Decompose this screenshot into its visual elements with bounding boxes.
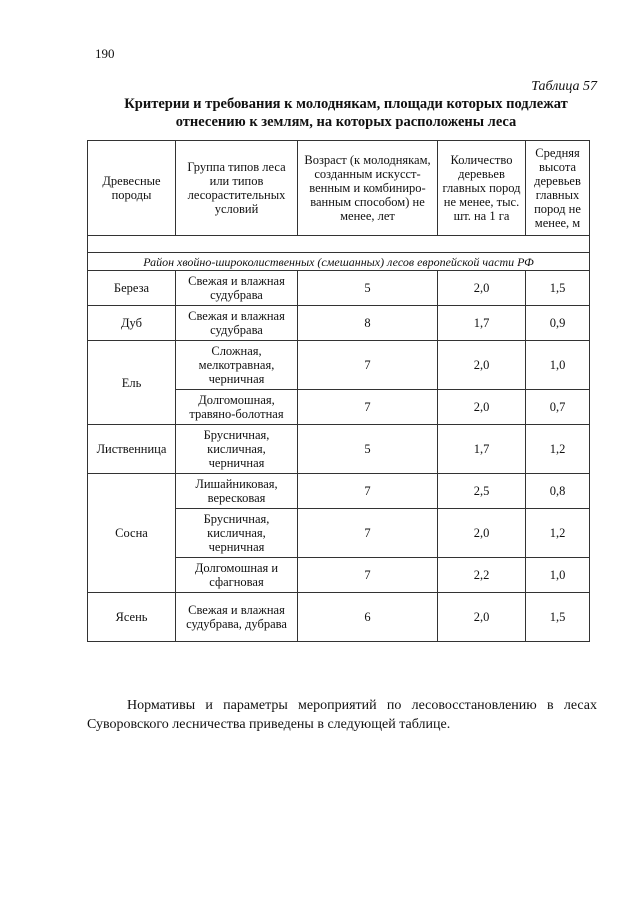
count-cell: 2,5 [438,474,526,509]
height-cell: 1,2 [526,425,590,474]
forest-type-cell: Свежая и влажная судубрава [176,306,298,341]
age-cell: 8 [298,306,438,341]
forest-type-cell: Брусничная, кисличная, черничная [176,425,298,474]
spacer-row [88,236,590,253]
height-cell: 0,8 [526,474,590,509]
header-mean-height: Средняя высота деревьев главных пород не менее, м [526,141,590,236]
species-cell: Лиственница [88,425,176,474]
height-cell: 0,7 [526,390,590,425]
height-cell: 0,9 [526,306,590,341]
species-cell: Ель [88,341,176,425]
age-cell: 7 [298,509,438,558]
species-cell: Береза [88,271,176,306]
region-cell: Район хвойно-широколиственных (смешанных) лесов европейской части РФ [88,253,590,271]
count-cell: 2,0 [438,509,526,558]
body-paragraph: Нормативы и параметры мероприятий по лесовосстановлению в лесах Суворовского лесничества приведены в следующей таблице. [87,698,597,732]
height-cell: 1,5 [526,593,590,642]
table-title [95,95,597,131]
count-cell: 2,0 [438,390,526,425]
page-number: 190 [95,46,115,61]
header-forest-type: Группа типов леса или типов лесорастительных условий [176,141,298,236]
forest-type-cell: Долгомошная, травяно-болотная [176,390,298,425]
species-cell: Сосна [88,474,176,593]
age-cell: 7 [298,474,438,509]
region-row [88,253,590,271]
table-row [88,593,590,642]
count-cell: 2,2 [438,558,526,593]
species-cell: Дуб [88,306,176,341]
forest-type-cell: Свежая и влажная судубрава [176,271,298,306]
forest-type-cell: Свежая и влажная судубрава, дубрава [176,593,298,642]
height-cell: 1,5 [526,271,590,306]
count-cell: 2,0 [438,271,526,306]
count-cell: 2,0 [438,593,526,642]
height-cell: 1,0 [526,341,590,390]
count-cell: 2,0 [438,341,526,390]
count-cell: 1,7 [438,306,526,341]
table-row [88,425,590,474]
species-cell: Ясень [88,593,176,642]
table-row [88,341,590,390]
age-cell: 7 [298,558,438,593]
table-row [88,474,590,509]
header-species: Древесные породы [88,141,176,236]
table-row [88,271,590,306]
forest-type-cell: Сложная, мелкотравная, черничная [176,341,298,390]
height-cell: 1,0 [526,558,590,593]
table-title-line-2: отнесению к землям, на которых расположены леса [175,114,517,130]
age-cell: 6 [298,593,438,642]
forest-type-cell: Брусничная, кисличная, черничная [176,509,298,558]
header-row [88,141,590,236]
forest-type-cell: Долгомошная и сфагновая [176,558,298,593]
height-cell: 1,2 [526,509,590,558]
age-cell: 5 [298,271,438,306]
table-label: Таблица 57 [531,79,597,94]
criteria-table [87,140,590,642]
table-row [88,306,590,341]
header-age: Возраст (к молоднякам, созданным искусст-венным и комбиниро-ванным способом) не менее, лет [298,141,438,236]
age-cell: 7 [298,341,438,390]
age-cell: 5 [298,425,438,474]
forest-type-cell: Лишайниковая, вересковая [176,474,298,509]
spacer-cell [88,236,590,253]
table-title-line-1: Критерии и требования к молоднякам, площади которых подлежат [124,96,568,112]
header-tree-count: Количество деревьев главных пород не менее, тыс. шт. на 1 га [438,141,526,236]
count-cell: 1,7 [438,425,526,474]
age-cell: 7 [298,390,438,425]
